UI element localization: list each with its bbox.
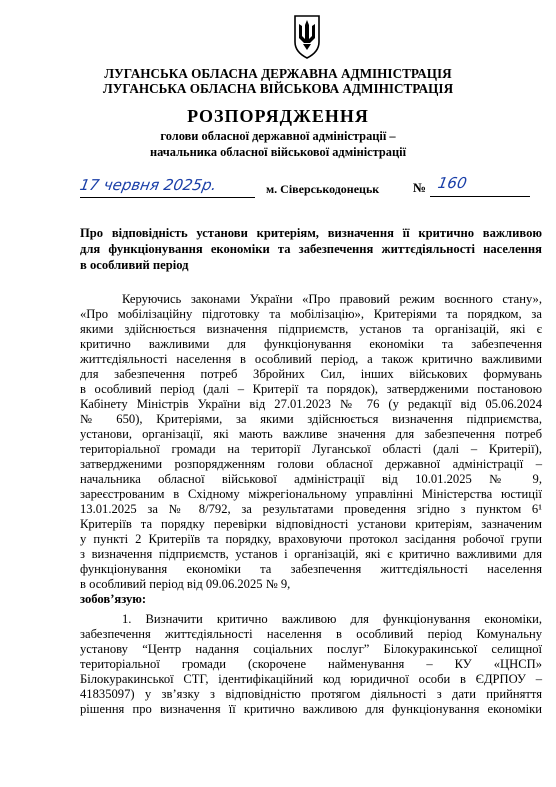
text-line: рішення про визначення її критично важливою для функціонування економіки: [80, 702, 542, 716]
text-line: територіальної громади на території Луганської області (далі – Критерії),: [80, 442, 542, 456]
preamble-paragraph: [80, 292, 542, 607]
text-line: для забезпечення потреб Збройних Сил, інших військових формувань: [80, 367, 542, 381]
text-line: 41835097) у зв’язку з відповідністю протягом діяльності з дати прийняття: [80, 687, 542, 701]
org-name-military: ЛУГАНСЬКА ОБЛАСНА ВІЙСЬКОВА АДМІНІСТРАЦІЯ: [102, 81, 454, 96]
text-line: Білокуракинської СТГ, ідентифікаційний код юридичної особи в ЄДРПОУ –: [80, 672, 542, 686]
subtitle-line-1: голови обласної державної адміністрації –: [160, 129, 396, 143]
text-line: у пункті 2 Критеріїв та порядку, враховуючи протокол засідання робочої групи: [80, 532, 542, 546]
document-type-title: РОЗПОРЯДЖЕННЯ: [187, 106, 369, 126]
text-line: зареєстрованим в Східному міжрегіональному управлінні Міністерства юстиції: [80, 487, 542, 501]
text-line: функціонування економіки та забезпечення життєдіяльності населення: [80, 562, 542, 576]
text-line: установи, організації, які мають важливе значення для забезпечення потреб: [80, 427, 542, 441]
text-line: Критеріїв та порядку перевірки відповідності установи критеріям, зазначеним: [80, 517, 542, 531]
text-line: № 650), Критеріями, за якими здійснюється визначення підприємства,: [80, 412, 542, 426]
text-line: начальника обласної військової адміністрації від 10.01.2025 № 9,: [80, 472, 542, 486]
text-line: 1. Визначити критично важливою для функціонування економіки,: [122, 612, 542, 626]
text-line: «Про мобілізаційну підготовку та мобілізацію», Критеріями та порядком, за: [80, 307, 542, 321]
text-line: Керуючись законами України «Про правовий режим воєнного стану»,: [122, 292, 542, 306]
handwritten-number: 160: [436, 174, 469, 192]
number-underline: [430, 196, 530, 197]
text-line: територіальної громади (скорочене найменування – КУ «ЦНСП»: [80, 657, 542, 671]
date-underline: [80, 197, 255, 198]
text-line: критично важливими для функціонування економіки та забезпечення: [80, 337, 542, 351]
subject-line: для функціонування економіки та забезпечення життєдіяльності населення: [80, 242, 542, 256]
subject-line: Про відповідність установи критеріям, визначення її критично важливою: [80, 226, 542, 240]
text-line: якими здійснюється визначення підприємств, установ та організацій, які є: [80, 322, 542, 336]
subtitle-line-2: начальника обласної військової адміністрації: [149, 145, 407, 159]
trident-emblem-icon: [292, 14, 322, 60]
subject-line: в особливий період: [80, 258, 189, 272]
text-line: 13.01.2025 за № 8/792, за результатами проведення згідно з пунктом 6¹: [80, 502, 542, 516]
text-line: забезпечення життєдіяльності населення в особливий період Комунальну: [80, 627, 542, 641]
date-field: [80, 176, 280, 195]
number-label: №: [413, 180, 427, 195]
oblige-word: зобов’язую:: [80, 592, 147, 606]
text-line: з визначення підприємств, установ і організацій, які є критично важливими для: [80, 547, 542, 561]
order-item-1: [80, 612, 542, 717]
subject-heading: [80, 225, 542, 273]
text-line: затвердженими розпорядженням голови обласної державної адміністрації –: [80, 457, 542, 471]
org-name-state: ЛУГАНСЬКА ОБЛАСНА ДЕРЖАВНА АДМІНІСТРАЦІЯ: [104, 66, 452, 81]
text-line: в особливий період від 09.06.2025 № 9,: [80, 577, 291, 591]
text-line: життєдіяльності населення в особливий період, а також критично важливими: [80, 352, 542, 366]
handwritten-date: 17 червня 2025р.: [78, 176, 218, 194]
city-label: м. Сіверськодонецьк: [266, 182, 380, 196]
text-line: в особливий період (далі – Критерії та порядок), затвердженими постановою: [80, 382, 542, 396]
text-line: Кабінету Міністрів України від 27.01.2023 № 76 (у редакції від 05.06.2024: [80, 397, 542, 411]
text-line: установу “Центр надання соціальних послуг” Білокуракинської селищної: [80, 642, 542, 656]
